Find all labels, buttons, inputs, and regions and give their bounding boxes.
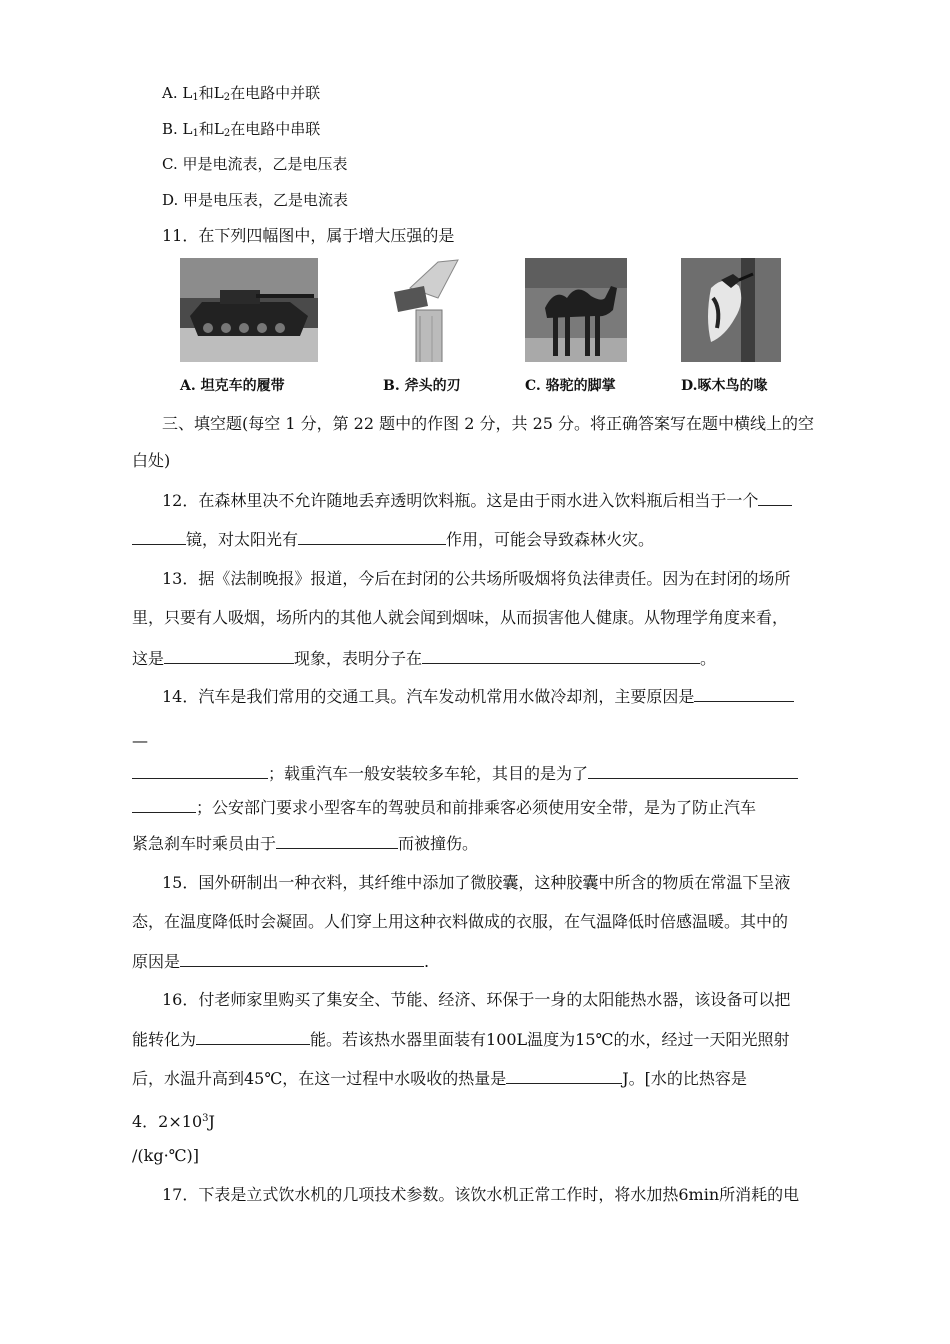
answer-blank[interactable] — [588, 763, 798, 779]
q16-formula: 4．$2\times 10^3J$ — [132, 1112, 215, 1131]
answer-blank[interactable] — [506, 1068, 622, 1084]
q13-text: 13．据《法制晚报》报道，今后在封闭的公共场所吸烟将负法律责任。因为在封闭的场所 — [162, 569, 791, 588]
q12-text-cont: 镜，对太阳光有 作用，可能会导致森林火灾。 — [132, 529, 654, 551]
q13-text-cont: 里，只要有人吸烟，场所内的其他人就会闻到烟味，从而损害他人健康。从物理学角度来看， — [132, 608, 789, 627]
answer-blank[interactable] — [132, 763, 268, 779]
q14-text-cont: ；载重汽车一般安装较多车轮，其目的是为了 — [132, 763, 798, 785]
q13-text-end: 这是 现象，表明分子在 。 — [132, 649, 717, 668]
tank-image — [180, 258, 318, 362]
q16-text: 16．付老师家里购买了集安全、节能、经济、环保于一身的太阳能热水器，该设备可以把 — [162, 990, 791, 1009]
q12-text: 12．在森林里决不允许随地丢弃透明饮料瓶。这是由于雨水进入饮料瓶后相当于一个 — [162, 490, 792, 512]
answer-blank[interactable] — [422, 648, 700, 664]
q16-text-cont: 能转化为 能。若该热水器里面装有100L温度为15℃的水，经过一天阳光照射 — [132, 1030, 790, 1049]
caption-c: C. 骆驼的脚掌 — [525, 378, 616, 394]
q16-text-cont2: 后，水温升高到45℃，在这一过程中水吸收的热量是 J。[水的比热容是 — [132, 1069, 747, 1088]
option-d: D. 甲是电压表，乙是电流表 — [162, 191, 349, 209]
answer-blank[interactable] — [180, 951, 424, 967]
q15-text-end: 原因是 . — [132, 952, 430, 971]
section3-heading-cont: 白处) — [132, 451, 171, 470]
camel-image — [525, 258, 627, 362]
answer-blank[interactable] — [694, 686, 794, 702]
q11-stem: 11．在下列四幅图中，属于增大压强的是 — [162, 226, 455, 245]
q17-text: 17．下表是立式饮水机的几项技术参数。该饮水机正常工作时，将水加热6min所消耗的电 — [162, 1185, 800, 1204]
answer-blank[interactable] — [276, 833, 398, 849]
axe-image — [380, 258, 480, 362]
q14-dash: — — [132, 731, 148, 750]
answer-blank[interactable] — [164, 648, 294, 664]
caption-a: A. 坦克车的履带 — [180, 378, 285, 394]
caption-b: B. 斧头的刃 — [383, 378, 461, 394]
answer-blank[interactable] — [132, 529, 186, 545]
q15-text-cont: 态，在温度降低时会凝固。人们穿上用这种衣料做成的衣服，在气温降低时倍感温暖。其中的 — [132, 912, 789, 931]
answer-blank[interactable] — [132, 797, 196, 813]
answer-blank[interactable] — [758, 490, 792, 506]
q16-formula-unit: /(kg·℃)] — [132, 1146, 200, 1165]
section3-heading: 三、填空题(每空 1 分，第 22 题中的作图 2 分，共 25 分。将正确答案写在题中横线上的空 — [162, 414, 815, 433]
answer-blank[interactable] — [196, 1029, 310, 1045]
woodpecker-image — [681, 258, 781, 362]
q14-text-cont2: ；公安部门要求小型客车的驾驶员和前排乘客必须使用安全带，是为了防止汽车 — [132, 797, 756, 819]
option-a: A. $L_1$和$L_2$在电路中并联 — [162, 84, 321, 103]
answer-blank[interactable] — [298, 529, 446, 545]
q15-text: 15．国外研制出一种衣料，其纤维中添加了微胶囊，这种胶囊中所含的物质在常温下呈液 — [162, 873, 791, 892]
q14-text: 14．汽车是我们常用的交通工具。汽车发动机常用水做冷却剂，主要原因是 — [162, 686, 794, 708]
q14-text-end: 紧急刹车时乘员由于 而被撞伤。 — [132, 834, 479, 853]
option-c: C. 甲是电流表，乙是电压表 — [162, 155, 348, 173]
caption-d: D.啄木鸟的喙 — [681, 378, 768, 394]
option-b: B. $L_1$和$L_2$在电路中串联 — [162, 120, 321, 139]
